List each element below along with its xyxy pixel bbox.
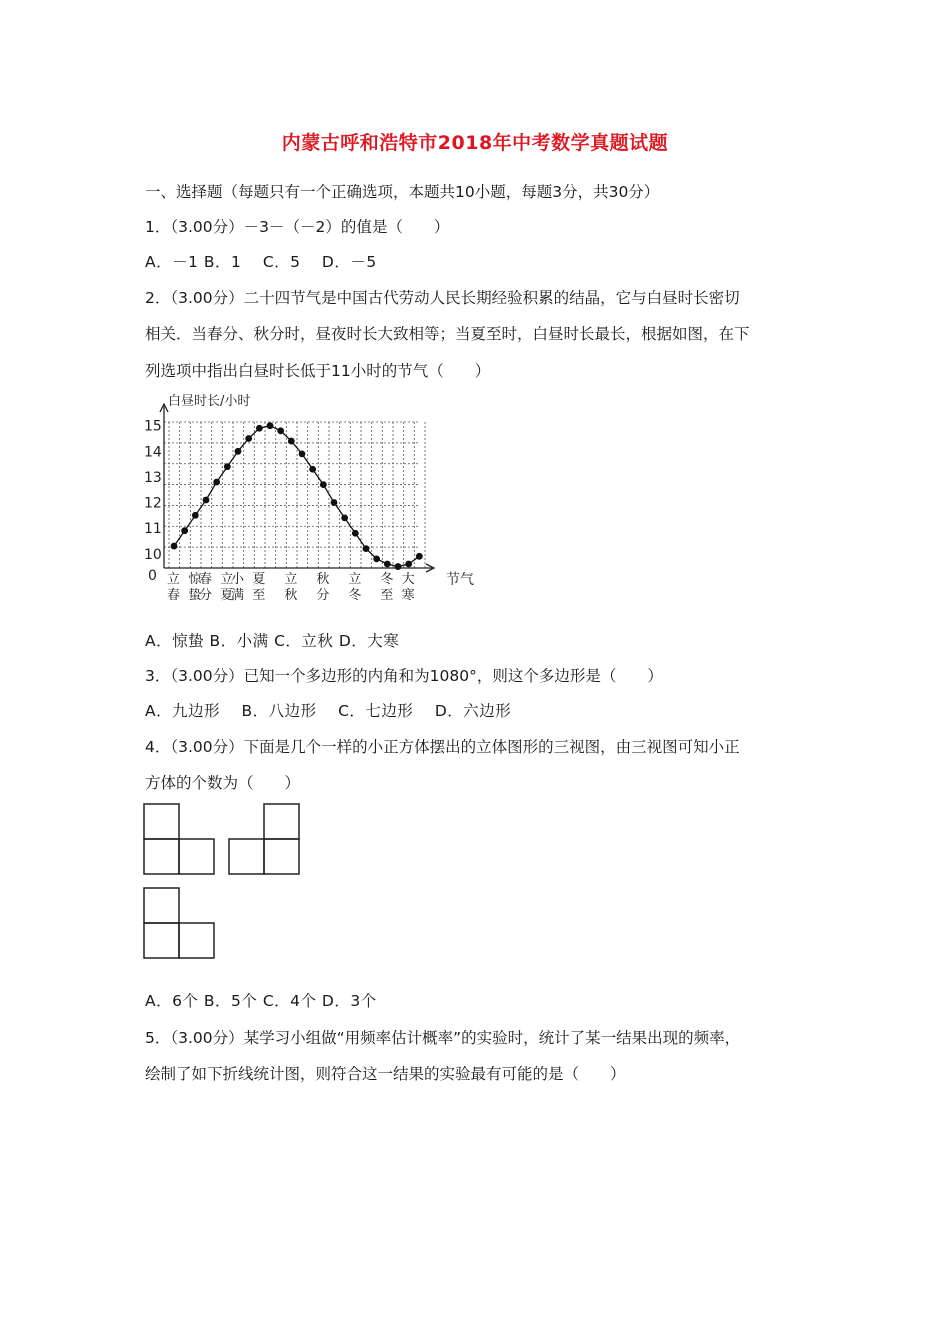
x-tick-label	[402, 571, 415, 603]
x-tick-char: 立	[348, 572, 362, 587]
chart-x-ticks	[167, 571, 415, 603]
x-tick-char: 至	[252, 588, 266, 603]
daylight-chart	[140, 390, 485, 605]
y-tick-label: 15	[144, 418, 162, 435]
data-point	[320, 481, 327, 488]
data-point	[256, 425, 263, 432]
data-point	[395, 563, 402, 570]
data-point	[299, 450, 306, 457]
data-point	[373, 555, 380, 562]
x-tick-char: 满	[231, 588, 245, 603]
page-title: 内蒙古呼和浩特市2018年中考数学真题试题	[281, 132, 669, 154]
x-tick-char: 至	[380, 588, 394, 603]
q5-stem-line2: 绘制了如下折线统计图，则符合这一结果的实验最有可能的是（ ）	[145, 1065, 626, 1083]
x-tick-char: 夏	[252, 572, 266, 587]
section-heading: 一、选择题（每题只有一个正确选项，本题共10小题，每题3分，共30分）	[145, 183, 660, 201]
x-tick-label	[199, 572, 212, 603]
x-tick-label	[316, 571, 329, 603]
q2-stem-line2: 相关．当春分、秋分时，昼夜时长大致相等；当夏至时，白昼时长最长，根据如图，在下	[145, 325, 750, 343]
q4-stem-line1: 4．（3.00分）下面是几个一样的小正方体摆出的立体图形的三视图，由三视图可知小正	[145, 738, 740, 756]
y-tick-label: 13	[144, 469, 162, 486]
q5-stem-line1: 5．（3.00分）某学习小组做“用频率估计概率”的实验时，统计了某一结果出现的频率，	[145, 1029, 741, 1047]
chart-y-ticks	[144, 419, 162, 563]
top-view	[144, 888, 214, 958]
data-point	[331, 499, 338, 506]
x-tick-label	[252, 572, 265, 603]
x-tick-char: 寒	[401, 588, 415, 603]
x-tick-label	[284, 572, 297, 603]
data-point	[213, 479, 220, 486]
data-point	[352, 530, 359, 537]
q2-stem-line3: 列选项中指出白昼时长低于11小时的节气（ ）	[145, 362, 491, 380]
x-tick-char: 秋	[316, 572, 330, 587]
x-tick-char: 小	[231, 572, 245, 587]
data-point	[416, 553, 423, 560]
x-tick-char: 大	[401, 572, 415, 587]
data-point	[267, 422, 274, 429]
data-point	[277, 427, 284, 434]
side-view	[229, 804, 299, 874]
y-tick-label: 10	[144, 546, 162, 563]
data-point	[181, 527, 188, 534]
front-view	[144, 804, 214, 874]
x-tick-label	[380, 572, 393, 603]
q2-options: A．惊蛰 B．小满 C．立秋 D．大寒	[145, 632, 400, 650]
y-tick-label: 14	[144, 444, 162, 461]
x-tick-char: 立	[220, 572, 234, 587]
data-point	[384, 561, 391, 568]
x-tick-char: 蛰	[188, 588, 202, 603]
chart-y-axis-label: 白昼时长/小时	[168, 394, 251, 409]
x-tick-label	[348, 572, 361, 603]
data-point	[405, 561, 412, 568]
data-point	[192, 512, 199, 519]
y-tick-label: 12	[144, 495, 162, 512]
x-tick-char: 冬	[348, 588, 362, 603]
data-point	[235, 448, 242, 455]
data-point	[203, 497, 210, 504]
data-point	[171, 543, 178, 550]
x-tick-char: 夏	[220, 588, 234, 603]
x-tick-char: 秋	[284, 588, 298, 603]
x-tick-char: 春	[167, 588, 181, 603]
q3-stem: 3．（3.00分）已知一个多边形的内角和为1080°，则这个多边形是（ ）	[145, 667, 663, 685]
data-point	[341, 514, 348, 521]
q3-options: A．九边形 B．八边形 C．七边形 D．六边形	[145, 702, 512, 720]
q4-options: A．6个 B．5个 C．4个 D．3个	[145, 992, 377, 1010]
y-tick-label: 11	[144, 521, 162, 538]
three-views-figure	[140, 800, 310, 965]
q1-stem: 1．（3.00分）－3－（－2）的值是（ ）	[145, 218, 450, 236]
x-tick-char: 立	[284, 572, 298, 587]
x-tick-char: 分	[199, 588, 213, 603]
data-point	[363, 545, 370, 552]
data-point	[224, 463, 231, 470]
q2-stem-line1: 2．（3.00分）二十四节气是中国古代劳动人民长期经验积累的结晶，它与白昼时长密切	[145, 289, 740, 307]
x-tick-char: 惊	[188, 572, 202, 587]
q1-options: A．－1 B．1 C．5 D．－5	[145, 253, 377, 271]
data-point	[288, 438, 295, 445]
x-tick-char: 分	[316, 588, 330, 603]
chart-x-axis-label: 节气	[446, 572, 474, 588]
x-tick-char: 春	[199, 572, 213, 587]
x-tick-char: 立	[167, 572, 181, 587]
chart-origin-label: 0	[148, 568, 157, 584]
data-point	[245, 435, 252, 442]
x-tick-char: 冬	[380, 572, 394, 587]
x-tick-label	[167, 572, 180, 603]
x-tick-label	[231, 572, 245, 603]
data-point	[309, 466, 316, 473]
q4-stem-line2: 方体的个数为（ ）	[145, 774, 301, 792]
